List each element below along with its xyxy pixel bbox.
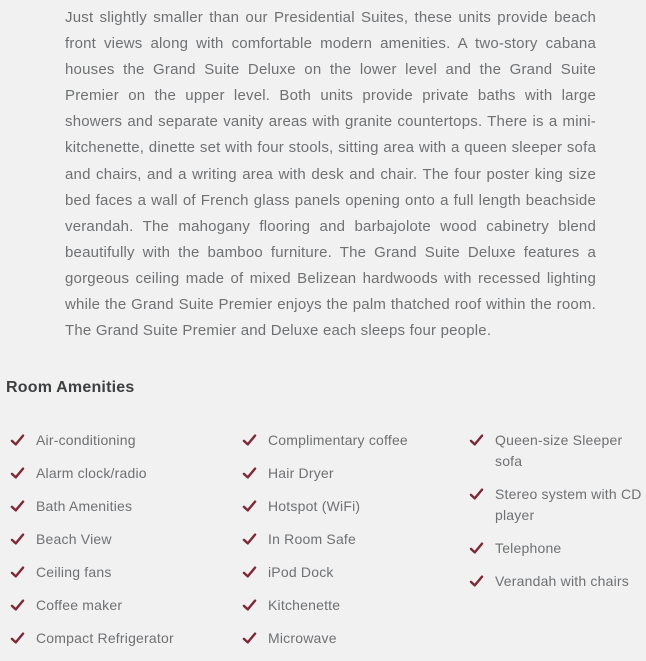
amenity-item: [469, 484, 646, 526]
check-icon: [242, 628, 268, 645]
amenity-item: [242, 628, 469, 649]
amenity-label: Microwave: [268, 630, 337, 646]
amenity-label: Bath Amenities: [36, 498, 133, 514]
check-icon: [10, 529, 36, 546]
check-icon: [10, 595, 36, 612]
amenity-item: [469, 430, 646, 472]
check-icon: [10, 463, 36, 480]
amenities-list: [10, 430, 646, 661]
amenity-label: Beach View: [36, 531, 112, 547]
amenity-item: [242, 562, 469, 583]
amenity-label: Alarm clock/radio: [36, 465, 147, 481]
amenity-label: Verandah with chairs: [495, 573, 629, 589]
amenity-label: Air-conditioning: [36, 432, 136, 448]
amenity-label: Compact Refrigerator: [36, 630, 174, 646]
amenity-label: Hotspot (WiFi): [268, 498, 361, 514]
check-icon: [242, 529, 268, 546]
amenity-label: Telephone: [495, 540, 562, 556]
amenity-item: [10, 595, 242, 616]
check-icon: [469, 484, 495, 501]
check-icon: [242, 463, 268, 480]
amenity-item: [242, 529, 469, 550]
amenity-item: [242, 430, 469, 451]
check-icon: [242, 430, 268, 447]
check-icon: [242, 595, 268, 612]
amenity-item: [10, 628, 242, 649]
check-icon: [469, 571, 495, 588]
amenity-item: [469, 538, 646, 559]
amenity-item: [10, 496, 242, 517]
amenity-item: [10, 430, 242, 451]
amenity-label: Coffee maker: [36, 597, 123, 613]
amenity-label: iPod Dock: [268, 564, 334, 580]
amenities-column-3: [469, 430, 646, 604]
amenity-item: [10, 529, 242, 550]
check-icon: [10, 430, 36, 447]
amenity-label: Hair Dryer: [268, 465, 334, 481]
check-icon: [10, 628, 36, 645]
amenity-item: [10, 463, 242, 484]
amenity-item: [242, 463, 469, 484]
amenity-item: [242, 496, 469, 517]
check-icon: [242, 496, 268, 513]
amenity-label: Queen-size Sleeper sofa: [495, 432, 623, 469]
check-icon: [469, 538, 495, 555]
amenity-label: In Room Safe: [268, 531, 356, 547]
room-amenities-heading: Room Amenities: [6, 379, 135, 396]
amenities-column-1: [10, 430, 242, 661]
check-icon: [10, 496, 36, 513]
amenity-label: Stereo system with CD player: [495, 486, 642, 523]
amenity-label: Ceiling fans: [36, 564, 112, 580]
amenity-item: [242, 595, 469, 616]
check-icon: [469, 430, 495, 447]
amenities-column-2: [242, 430, 469, 661]
check-icon: [242, 562, 268, 579]
amenity-item: [10, 562, 242, 583]
check-icon: [10, 562, 36, 579]
amenity-label: Kitchenette: [268, 597, 341, 613]
amenity-item: [469, 571, 646, 592]
amenity-label: Complimentary coffee: [268, 432, 408, 448]
suite-description-paragraph: Just slightly smaller than our Presidential Suites, these units provide beach front views along with comfortable modern amenities. A two-story cabana houses the Grand Suite Deluxe on the lower level and the Grand Suite Premier on the upper level. Both units provide private baths with large showers and separate vanity areas with granite countertops. There is a mini-kitchenette, dinette set with four stools, sitting area with a queen sleeper sofa and chairs, and a writing area with desk and chair. The four poster king size bed faces a wall of French glass panels opening onto a full length beachside verandah. The mahogany flooring and barbajolote wood cabinetry blend beautifully with the bamboo furniture. The Grand Suite Deluxe features a gorgeous ceiling made of mixed Belizean hardwoods with recessed lighting while the Grand Suite Premier enjoys the palm thatched roof within the room. The Grand Suite Premier and Deluxe each sleeps four people.: [65, 9, 596, 340]
